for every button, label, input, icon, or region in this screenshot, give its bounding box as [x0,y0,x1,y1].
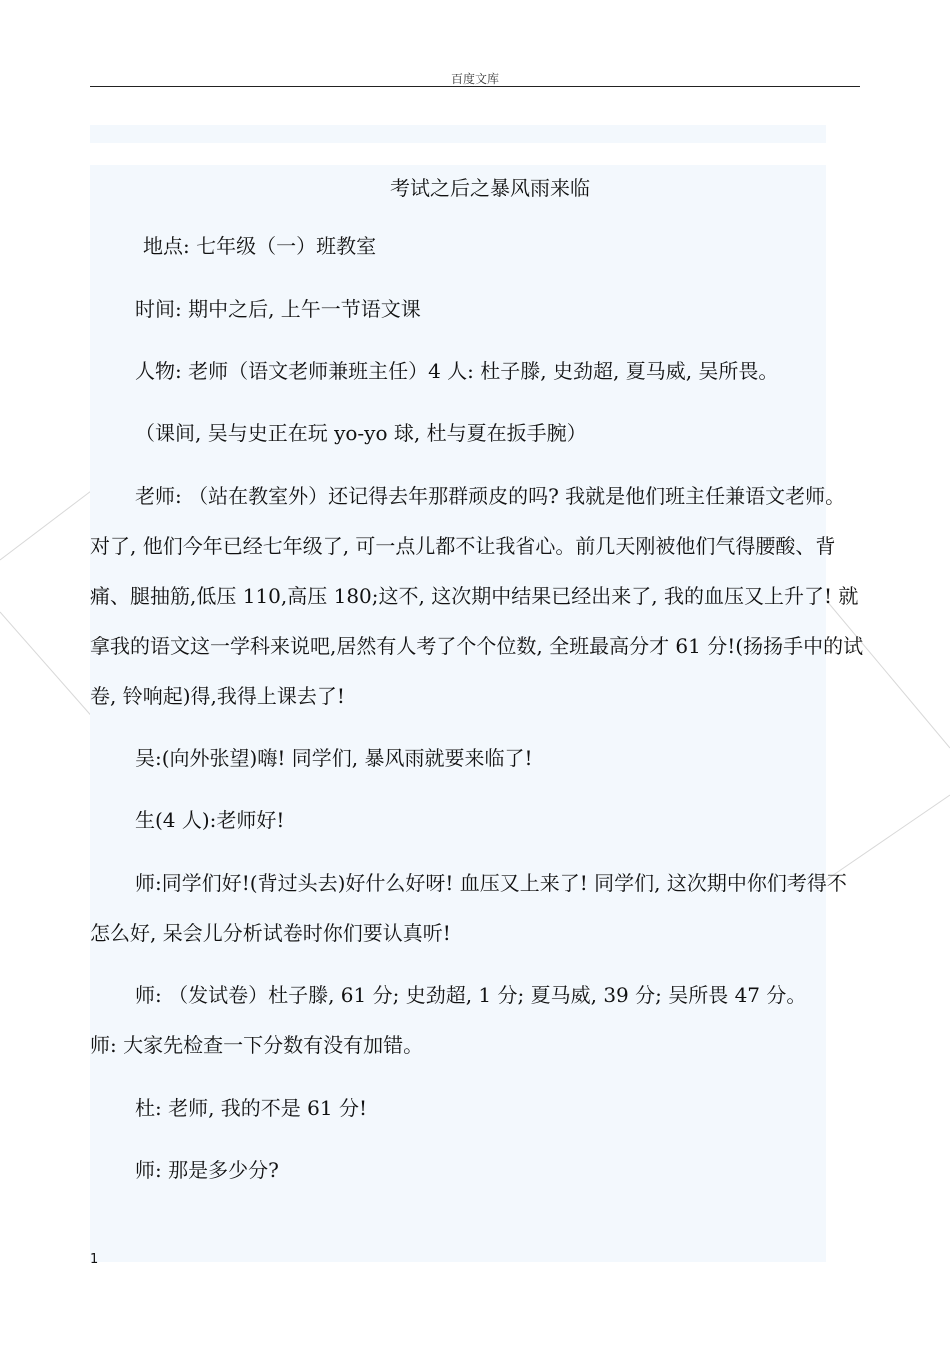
text-line-teacher-3: 痛、腿抽筋,低压 110,高压 180;这不, 这次期中结果已经出来了, 我的血压又上升了! 就 [90,584,859,608]
text-line-students: 生(4 人):老师好! [135,808,285,832]
document-title: 考试之后之暴风雨来临 [390,176,590,200]
text-line-teacher-1: 老师: （站在教室外）还记得去年那群顽皮的吗? 我就是他们班主任兼语文老师。 [135,484,846,508]
text-line-characters: 人物: 老师（语文老师兼班主任）4 人: 杜子滕, 史劲超, 夏马威, 吴所畏。 [135,359,779,383]
text-line-du: 杜: 老师, 我的不是 61 分! [135,1096,368,1120]
text-line-scores: 师: （发试卷）杜子滕, 61 分; 史劲超, 1 分; 夏马威, 39 分; 吴所畏 47 分。 [135,983,807,1007]
text-line-wu: 吴:(向外张望)嗨! 同学们, 暴风雨就要来临了! [135,746,533,770]
header-divider [90,86,860,87]
header-site-name: 百度文库 [450,72,499,86]
text-line-teacher-5: 卷, 铃响起)得,我得上课去了! [90,684,345,708]
text-line-check: 师: 大家先检查一下分数有没有加错。 [90,1033,424,1057]
text-line-location: 地点: 七年级（一）班教室 [143,234,377,258]
text-line-question: 师: 那是多少分? [135,1158,279,1182]
text-line-teacher-6: 师:同学们好!(背过头去)好什么好呀! 血压又上来了! 同学们, 这次期中你们考得不 [135,871,847,895]
text-line-time: 时间: 期中之后, 上午一节语文课 [135,297,421,321]
text-line-teacher-7: 怎么好, 呆会儿分析试卷时你们要认真听! [90,921,451,945]
page-number: 1 [90,1252,99,1267]
text-line-stage-direction: （课间, 吴与史正在玩 yo-yo 球, 杜与夏在扳手腕） [135,421,587,445]
top-shaded-strip [90,125,826,143]
text-line-teacher-2: 对了, 他们今年已经七年级了, 可一点儿都不让我省心。前几天刚被他们气得腰酸、背 [90,534,836,558]
text-line-teacher-4: 拿我的语文这一学科来说吧,居然有人考了个个位数, 全班最高分才 61 分!(扬扬手中的试 [90,634,864,658]
